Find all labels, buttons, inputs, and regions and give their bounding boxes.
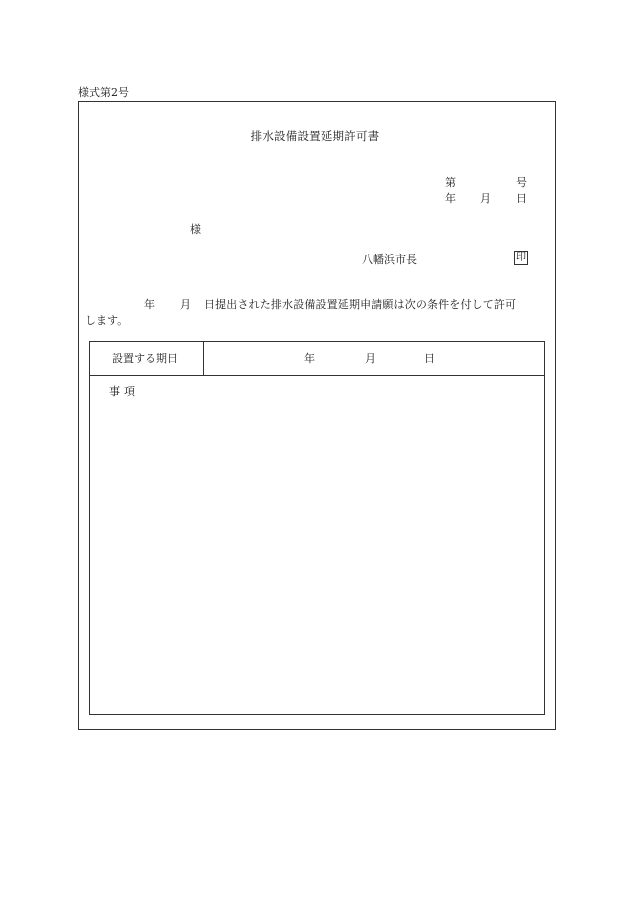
issuer-title: 八幡浜市長 (362, 253, 417, 266)
document-title: 排水設備設置延期許可書 (250, 129, 380, 143)
document-number-suffix: 号 (516, 176, 527, 189)
body-text-line-1: 日提出された排水設備設置延期申請願は次の条件を付して許可 (204, 298, 517, 311)
installation-period-label: 設置する期日 (112, 352, 178, 365)
table-row-divider (90, 375, 544, 376)
installation-period-day-label: 日 (424, 352, 435, 365)
issue-date-month-label: 月 (480, 192, 491, 205)
document-number-prefix: 第 (445, 176, 456, 189)
body-month-label: 月 (180, 298, 191, 311)
seal-stamp: 印 (516, 252, 526, 263)
issue-date-year-label: 年 (445, 192, 456, 205)
body-text-line-2: します。 (85, 314, 129, 327)
form-number-label: 様式第2号 (78, 86, 129, 99)
addressee-honorific: 様 (190, 223, 201, 236)
table-column-divider (203, 342, 204, 375)
conditions-table (89, 341, 545, 715)
body-year-label: 年 (144, 298, 155, 311)
issue-date-day-label: 日 (516, 192, 527, 205)
matters-label: 事項 (109, 385, 139, 398)
installation-period-month-label: 月 (365, 352, 376, 365)
installation-period-year-label: 年 (304, 352, 315, 365)
